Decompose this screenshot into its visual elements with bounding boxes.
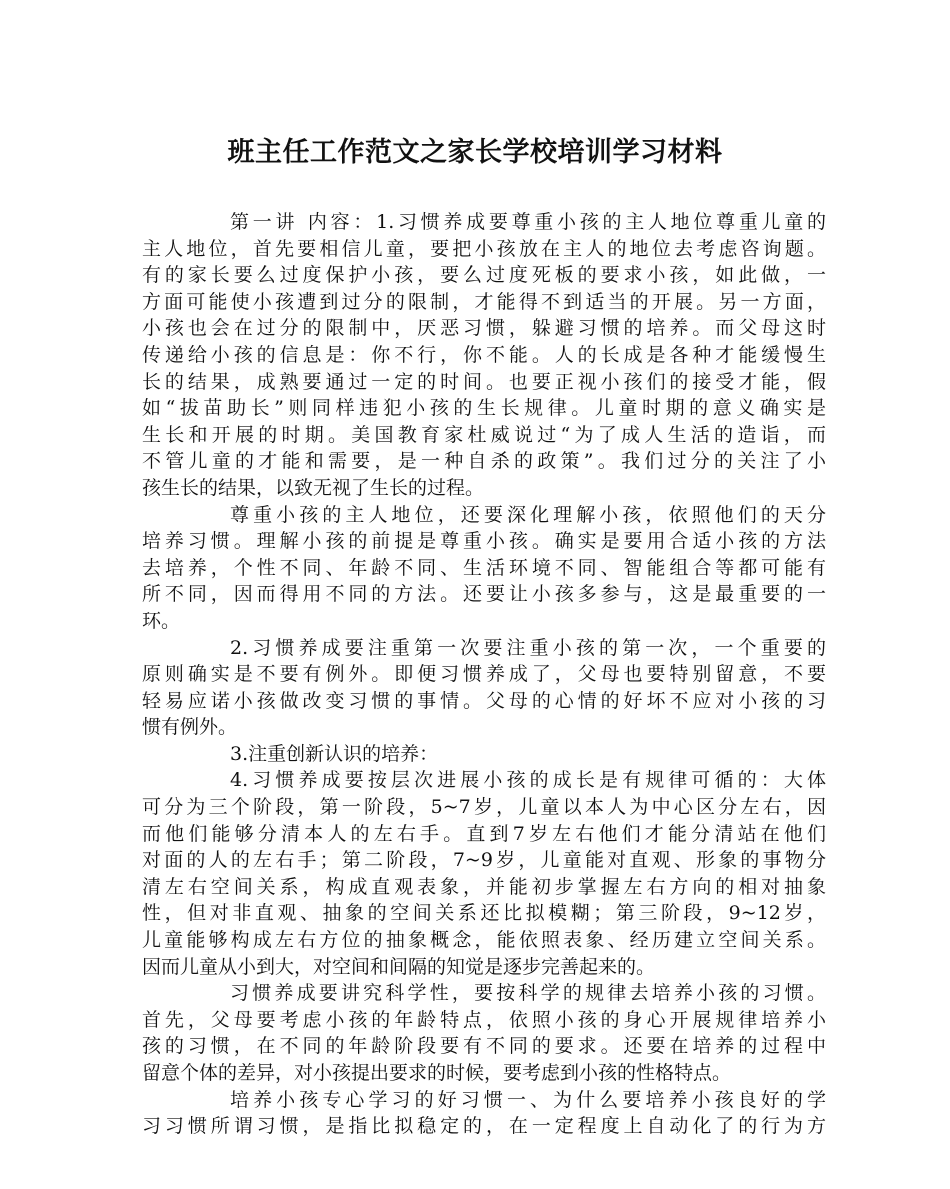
text-line: 孩生长的结果，以致无视了生长的过程。	[142, 476, 485, 499]
text-line: 习习惯所谓习惯，是指比拟稳定的，在一定程度上自动化了的行为方	[142, 1115, 826, 1138]
text-line: 不管儿童的才能和需要，是一种自杀的政策”。我们过分的关注了小	[142, 450, 826, 473]
text-line: 4.习惯养成要按层次进展小孩的成长是有规律可循的：大体	[230, 769, 826, 792]
text-line: 培养小孩专心学习的好习惯一、为什么要培养小孩良好的学	[230, 1088, 826, 1111]
text-line: 性，但对非直观、抽象的空间关系还比拟模糊；第三阶段，9~12岁，	[142, 902, 826, 925]
text-line: 如“拔苗助长”则同样违犯小孩的生长规律。儿童时期的意义确实是	[142, 397, 826, 420]
text-line: 原则确实是不要有例外。即便习惯养成了，父母也要特别留意，不要	[142, 663, 826, 686]
text-line: 长的结果，成熟要通过一定的时间。也要正视小孩们的接受才能，假	[142, 370, 826, 393]
text-line: 首先，父母要考虑小孩的年龄特点，依照小孩的身心开展规律培养小	[142, 1008, 826, 1031]
text-line: 尊重小孩的主人地位，还要深化理解小孩，依照他们的天分	[230, 503, 826, 526]
document-body	[142, 209, 826, 1140]
document-title: 班主任工作范文之家长学校培训学习材料	[227, 137, 723, 168]
text-line: 可分为三个阶段，第一阶段，5~7岁，儿童以本人为中心区分左右，因	[142, 796, 826, 819]
text-line: 对面的人的左右手；第二阶段，7~9岁，儿童能对直观、形象的事物分	[142, 849, 826, 872]
text-line: 孩的习惯，在不同的年龄阶段要有不同的要求。还要在培养的过程中	[142, 1035, 826, 1058]
text-line: 3.注重创新认识的培养：	[230, 742, 439, 765]
text-line: 培养习惯。理解小孩的前提是尊重小孩。确实是要用合适小孩的方法	[142, 530, 826, 553]
text-line: 第一讲 内容：1.习惯养成要尊重小孩的主人地位尊重儿童的	[230, 211, 826, 233]
text-line: 方面可能使小孩遭到过分的限制，才能得不到适当的开展。另一方面，	[142, 290, 826, 313]
text-line: 小孩也会在过分的限制中，厌恶习惯，躲避习惯的培养。而父母这时	[142, 317, 826, 340]
text-line: 环。	[142, 609, 181, 632]
text-line: 而他们能够分清本人的左右手。直到7岁左右他们才能分清站在他们	[142, 822, 826, 845]
text-line: 轻易应诺小孩做改变习惯的事情。父母的心情的好坏不应对小孩的习	[142, 689, 826, 712]
text-line: 因而儿童从小到大，对空间和间隔的知觉是逐步完善起来的。	[142, 955, 656, 978]
text-line: 留意个体的差异，对小孩提出要求的时候，要考虑到小孩的性格特点。	[142, 1062, 732, 1084]
text-line: 习惯养成要讲究科学性，要按科学的规律去培养小孩的习惯。	[230, 982, 826, 1005]
text-line: 所不同，因而得用不同的方法。还要让小孩多参与，这是最重要的一	[142, 583, 826, 606]
text-line: 主人地位，首先要相信儿童，要把小孩放在主人的地位去考虑咨询题。	[142, 237, 826, 260]
text-line: 去培养，个性不同、年龄不同、生活环境不同、智能组合等都可能有	[142, 556, 826, 579]
text-line: 有的家长要么过度保护小孩，要么过度死板的要求小孩，如此做，一	[142, 264, 826, 287]
text-line: 2.习惯养成要注重第一次要注重小孩的第一次，一个重要的	[230, 636, 826, 659]
text-line: 惯有例外。	[142, 716, 238, 739]
text-line: 清左右空间关系，构成直观表象，并能初步掌握左右方向的相对抽象	[142, 875, 826, 898]
text-line: 生长和开展的时期。美国教育家杜威说过“为了成人生活的造诣，而	[142, 423, 826, 446]
text-line: 儿童能够构成左右方位的抽象概念，能依照表象、经历建立空间关系。	[142, 929, 826, 952]
text-line: 传递给小孩的信息是：你不行，你不能。人的长成是各种才能缓慢生	[142, 343, 826, 366]
